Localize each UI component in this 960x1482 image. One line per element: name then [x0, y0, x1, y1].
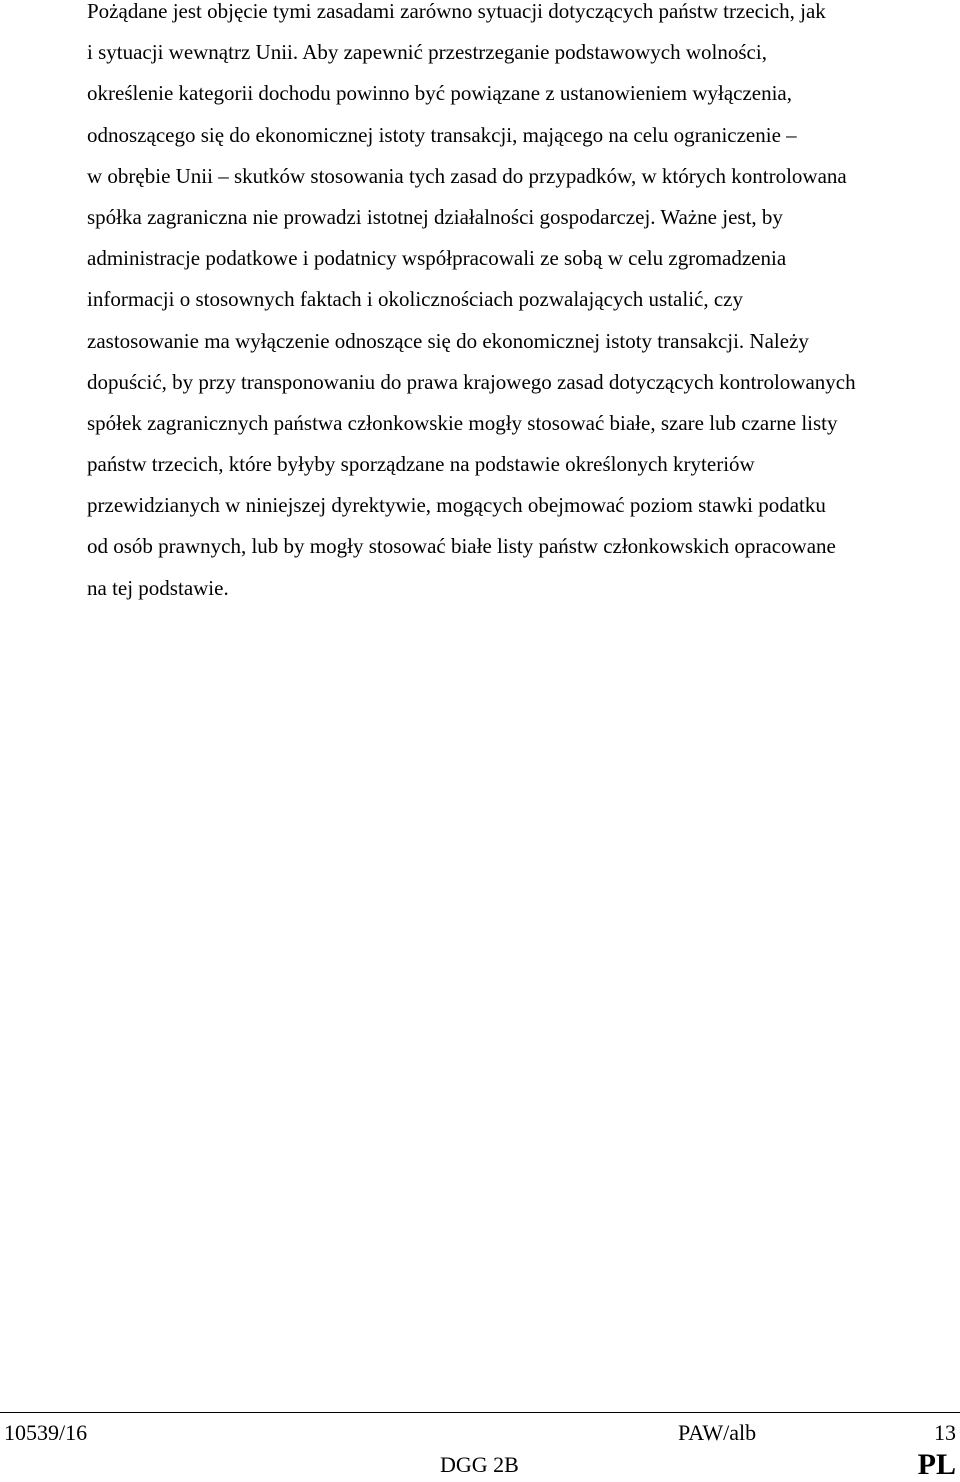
paragraph-line: dopuścić, by przy transponowaniu do prawa krajowego zasad dotyczących kontrolowanych [87, 369, 856, 394]
paragraph-line: przewidzianych w niniejszej dyrektywie, mogących obejmować poziom stawki podatku [87, 493, 826, 518]
document-reference: 10539/16 [4, 1420, 88, 1445]
author-initials: PAW/alb [678, 1420, 757, 1445]
paragraph-line: spółka zagraniczna nie prowadzi istotnej działalności gospodarczej. Ważne jest, by [87, 204, 783, 229]
paragraph-line: spółek zagranicznych państwa członkowskie mogły stosować białe, szare lub czarne listy [87, 410, 838, 435]
paragraph-line: w obrębie Unii – skutków stosowania tych zasad do przypadków, w których kontrolowana [87, 163, 847, 188]
paragraph-line: administracje podatkowe i podatnicy współpracowali ze sobą w celu zgromadzenia [87, 246, 787, 271]
paragraph-line: informacji o stosownych faktach i okolicznościach pozwalających ustalić, czy [87, 287, 744, 312]
paragraph-line: odnoszącego się do ekonomicznej istoty transakcji, mającego na celu ograniczenie – [87, 122, 797, 147]
footer-divider [0, 1412, 960, 1413]
department-code: DGG 2B [440, 1452, 519, 1477]
paragraph-line: Pożądane jest objęcie tymi zasadami zarówno sytuacji dotyczących państw trzecich, jak [87, 0, 826, 23]
paragraph-line: określenie kategorii dochodu powinno być powiązane z ustanowieniem wyłączenia, [87, 81, 793, 106]
paragraph-line: i sytuacji wewnątrz Unii. Aby zapewnić przestrzeganie podstawowych wolności, [87, 40, 767, 65]
paragraph-line: od osób prawnych, lub by mogły stosować białe listy państw członkowskich opracowane [87, 534, 836, 559]
paragraph-line: na tej podstawie. [87, 575, 229, 600]
page-number: 13 [934, 1420, 956, 1445]
language-code: PL [917, 1448, 956, 1481]
paragraph-line: zastosowanie ma wyłączenie odnoszące się do ekonomicznej istoty transakcji. Należy [87, 328, 809, 353]
body-paragraph [87, 0, 959, 609]
paragraph-line: państw trzecich, które byłyby sporządzane na podstawie określonych kryteriów [87, 452, 755, 477]
